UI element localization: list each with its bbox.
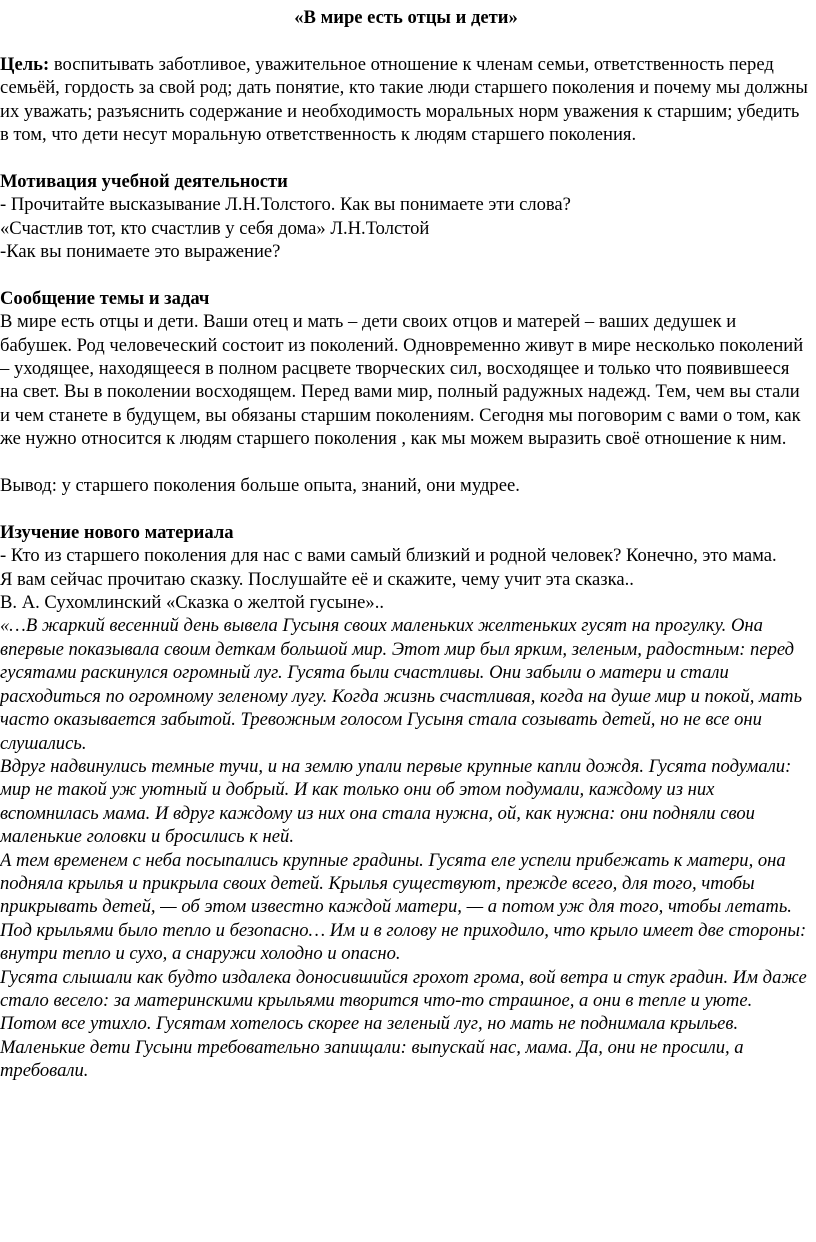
document-page — [0, 6, 812, 1083]
story-paragraph-4: Под крыльями было тепло и безопасно… Им и в голову не приходило, что крыло имеет две стороны: внутри тепло и сухо, а снаружи холодно и опасно. — [0, 919, 807, 965]
motivation-line-3: -Как вы понимаете это выражение? — [0, 241, 281, 263]
story-paragraph-1: «…В жаркий весенний день вывела Гусыня своих маленьких желтеньких гусят на прогулку. Она впервые показывала своим деткам большой мир. Этот мир был ярким, зеленым, радостным: перед гусятами раскинулся огромный луг. Гусята были счастливы. Они забыли о матери и стали расходиться по огромному зеленому лугу. Когда жизнь счастливая, когда на душе мир и покой, мать часто оказывается забытой. Тревожным голосом Гусыня стала созывать детей, но не все они слушались. — [0, 615, 803, 754]
story-paragraph-2: Вдруг надвинулись темные тучи, и на землю упали первые крупные капли дождя. Гусята подумали: мир не такой уж уютный и добрый. И как только они об этом подумали, каждому из них вспомнилась мама. И вдруг каждому из них она стала нужна, ой, как нужна: они подняли свои маленькие головки и бросились к ней. — [0, 755, 792, 848]
goal-label: Цель: — [0, 53, 50, 75]
study-line-1: - Кто из старшего поколения для нас с вами самый близкий и родной человек? Конечно, это мама. — [0, 545, 777, 567]
spacer — [0, 497, 812, 520]
story-paragraph-3: А тем временем с неба посыпались крупные градины. Гусята еле успели прибежать к матери, она подняла крылья и прикрыла своих детей. Крылья существуют, прежде всего, для того, чтобы прикрывать детей, — об этом известно каждой матери, — а потом уж для того, чтобы летать. — [0, 849, 792, 918]
spacer — [0, 263, 812, 286]
topic-paragraph: В мире есть отцы и дети. Ваши отец и мать – дети своих отцов и матерей – ваших дедушек и бабушек. Род человеческий состоит из поколений. Одновременно живут в мире несколько поколений – уходящее, находящееся в полном расцвете творческих сил, восходящее и только что появившееся на свет. Вы в поколении восходящем. Перед вами мир, полный радужных надежд. Тем, чем вы стали и чем станете в будущем, вы обязаны старшим поколениям. Сегодня мы поговорим с вами о том, как же нужно относится к людям старшего поколения , как мы можем выразить своё отношение к ним. — [0, 311, 804, 450]
motivation-heading: Мотивация учебной деятельности — [0, 170, 288, 192]
motivation-line-2: «Счастлив тот, кто счастлив у себя дома» Л.Н.Толстой — [0, 217, 430, 239]
document-title: «В мире есть отцы и дети» — [294, 7, 518, 28]
spacer — [0, 146, 812, 169]
spacer — [0, 451, 812, 474]
topic-heading: Сообщение темы и задач — [0, 287, 210, 309]
goal-text: воспитывать заботливое, уважительное отношение к членам семьи, ответственность перед семьёй, гордость за свой род; дать понятие, кто такие люди старшего поколения и почему мы должны их уважать; разъяснить содержание и необходимость моральных норм уважения к старшим; убедить в том, что дети несут моральную ответственность к людям старшего поколения. — [0, 53, 808, 146]
conclusion-paragraph: Вывод: у старшего поколения больше опыта, знаний, они мудрее. — [0, 475, 520, 497]
story-paragraph-5: Гусята слышали как будто издалека доносившийся грохот грома, вой ветра и стук градин. Им даже стало весело: за материнскими крыльями творится что-то страшное, а они в тепле и уюте. — [0, 966, 807, 1011]
story-paragraph-6: Потом все утихло. Гусятам хотелось скорее на зеленый луг, но мать не поднимала крыльев. Маленькие дети Гусыни требовательно запищали: выпускай нас, мама. Да, они не просили, а требовали. — [0, 1013, 744, 1082]
study-line-2: Я вам сейчас прочитаю сказку. Послушайте её и скажите, чему учит эта сказка.. — [0, 568, 634, 590]
study-heading: Изучение нового материала — [0, 521, 234, 543]
goal-paragraph — [0, 53, 812, 147]
motivation-line-1: - Прочитайте высказывание Л.Н.Толстого. Как вы понимаете эти слова? — [0, 194, 571, 216]
study-line-3: В. А. Сухомлинский «Сказка о желтой гусыне».. — [0, 592, 384, 614]
